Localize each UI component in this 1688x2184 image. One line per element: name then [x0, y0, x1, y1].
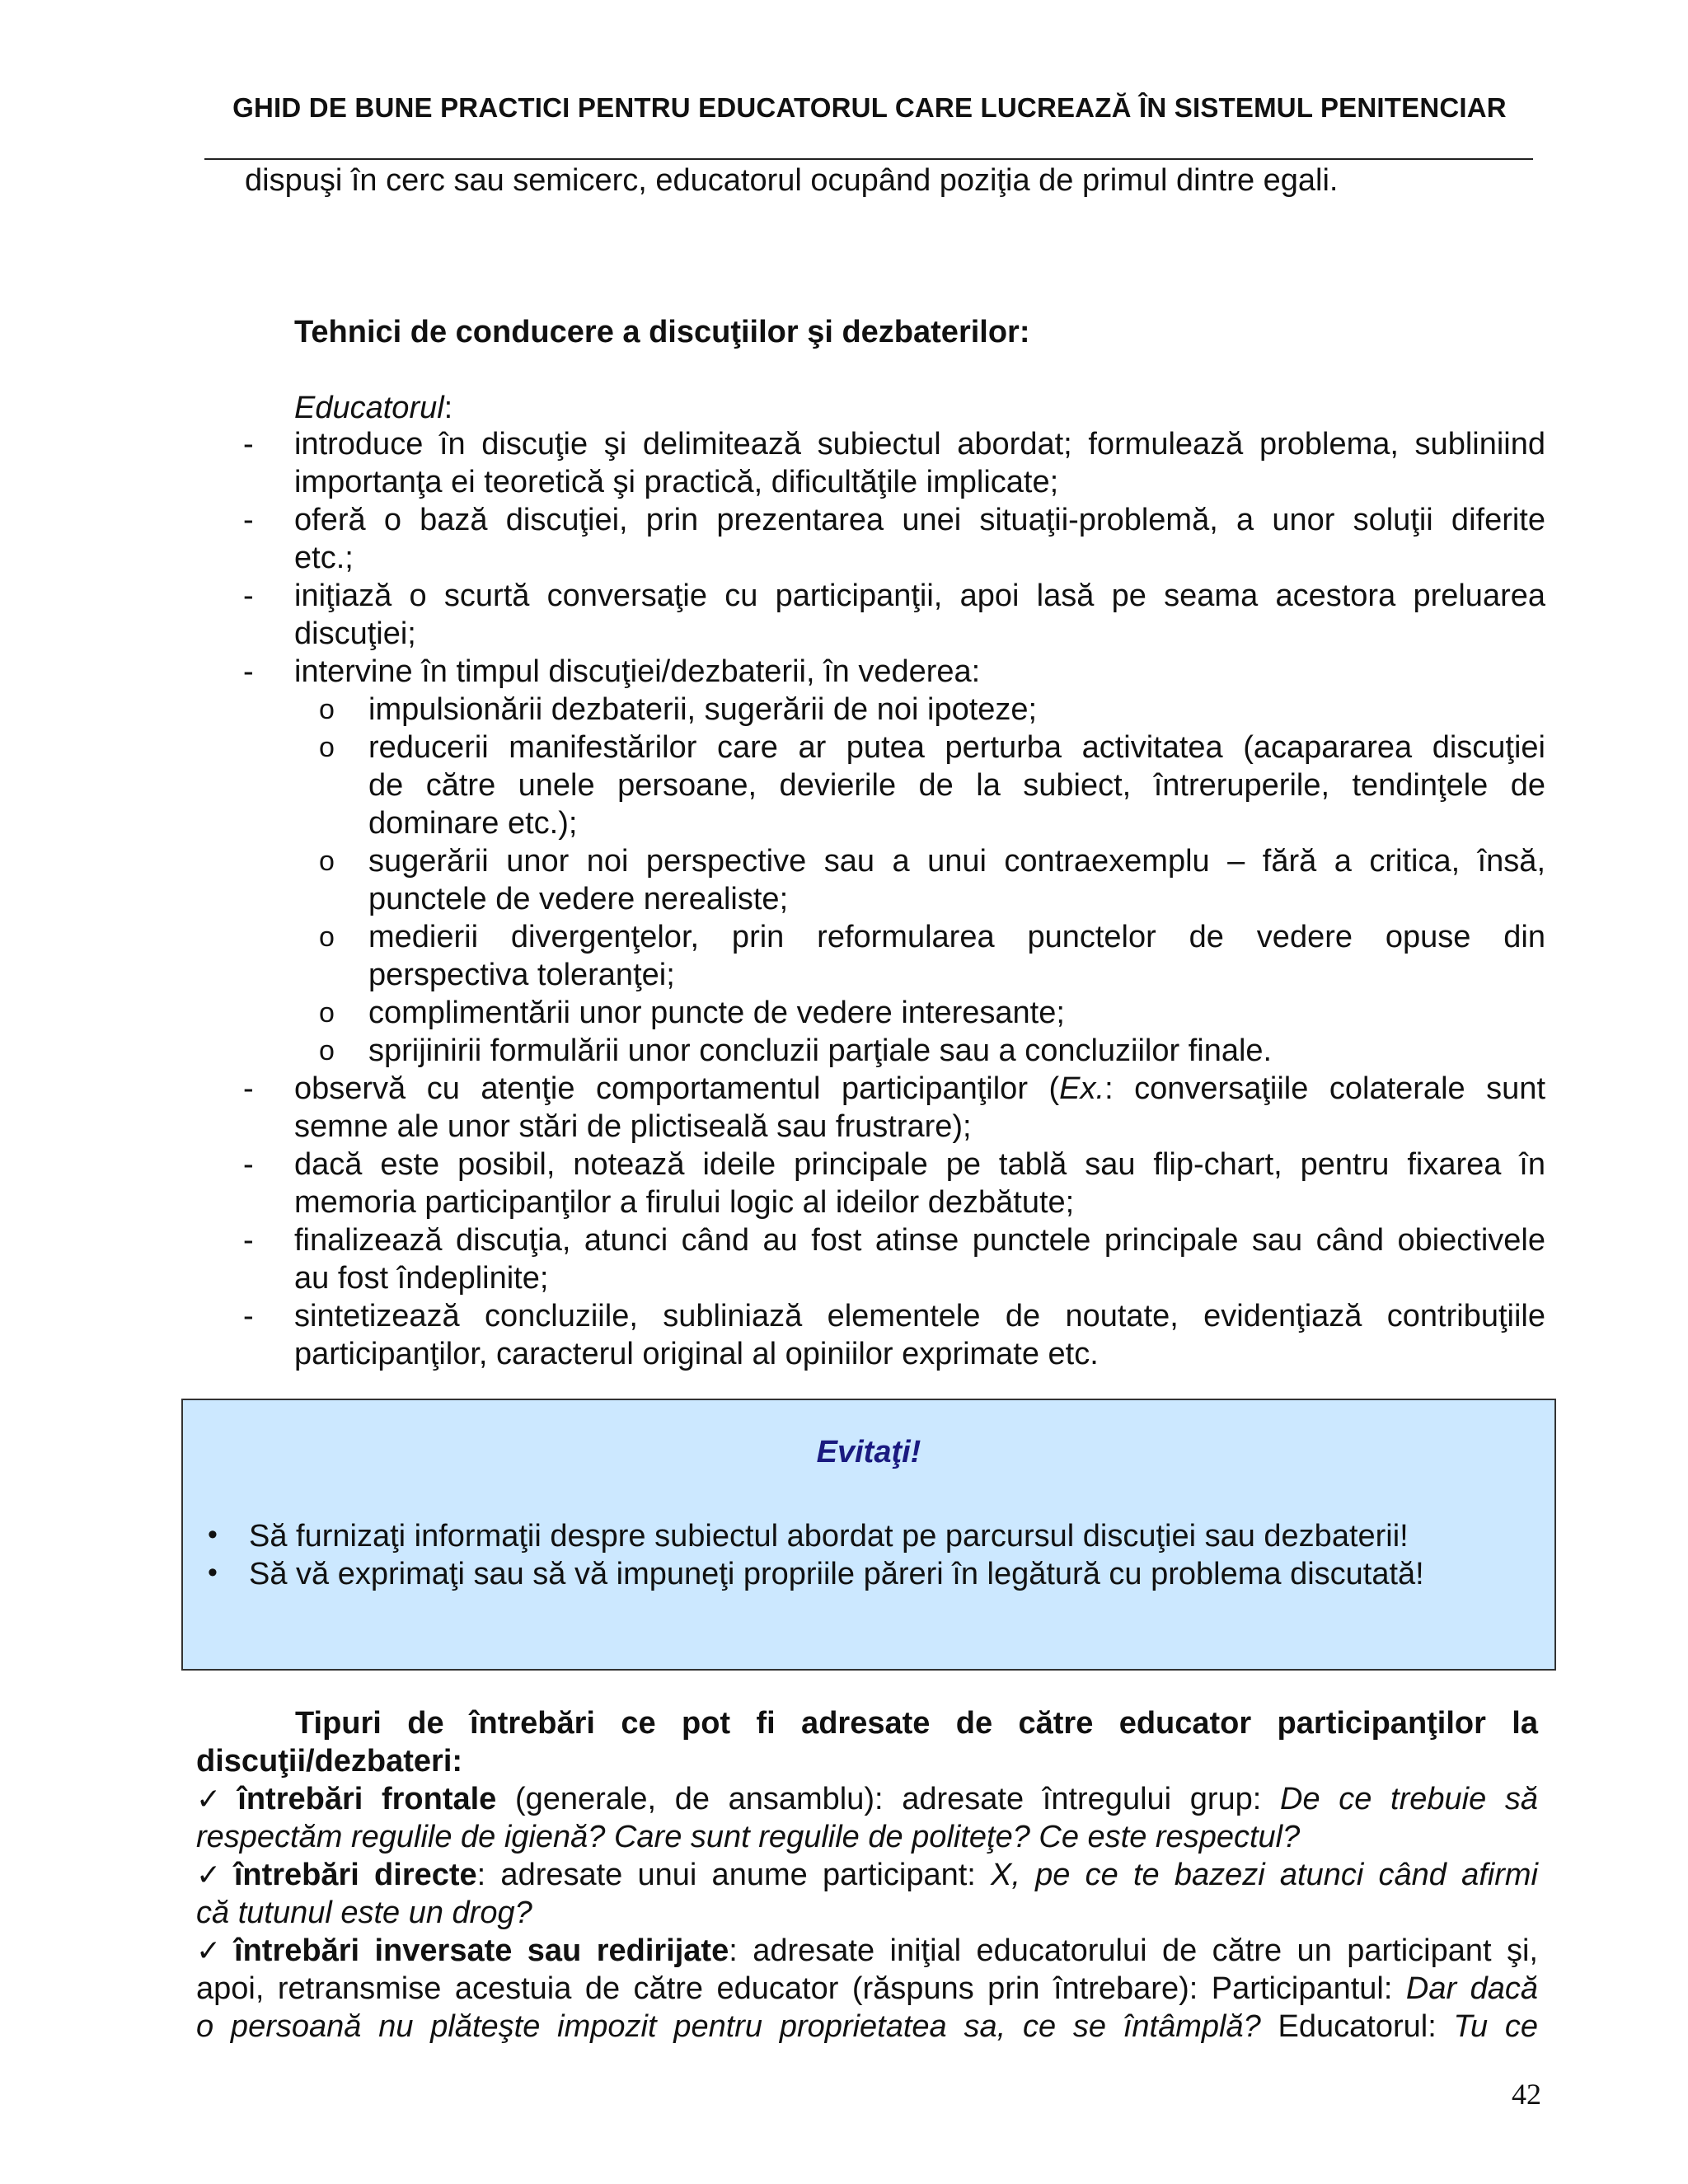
question-example: X, pe ce te bazezi atunci când afirmi	[991, 1858, 1538, 1892]
dash-marker: -	[243, 654, 254, 689]
list-item	[243, 653, 1545, 691]
circle-bullet-icon: o	[319, 846, 335, 877]
list-item-line: sintetizează concluziile, subliniază elementele de noutate, evidenţiază contribuţiile	[294, 1299, 1545, 1333]
dash-marker: -	[243, 1147, 254, 1182]
title-line-text: Tipuri de întrebări ce pot fi adresate de către educator participanţilor la	[295, 1706, 1538, 1741]
question-types-title	[196, 1704, 1538, 1742]
page-number: 42	[1512, 2078, 1541, 2111]
dash-marker: -	[243, 427, 254, 462]
header-rule	[204, 158, 1533, 160]
list-item-line: intervine în timpul discuţiei/dezbaterii, în vederea:	[294, 654, 981, 689]
question-desc: apoi, retransmise acestuia de către educator (răspuns prin întrebare): Participantul:	[196, 1971, 1406, 2006]
sub-item-line: medierii divergenţelor, prin reformularea punctelor de vedere opuse din	[368, 920, 1545, 954]
checkmark-icon: ✓	[196, 1782, 232, 1816]
dash-marker: -	[243, 1299, 254, 1333]
educator-tasks-list	[243, 425, 1545, 1373]
question-item-frontal	[196, 1780, 1538, 1818]
circle-bullet-icon: o	[319, 921, 335, 953]
list-item-line: discuţiei;	[294, 616, 416, 651]
avoid-item-text: Să furnizaţi informaţii despre subiectul abordat pe parcursul discuţiei sau dezbaterii!	[249, 1519, 1409, 1554]
avoid-list	[198, 1517, 1533, 1593]
question-example: Dar dacă	[1405, 1971, 1538, 2006]
carryover-paragraph: dispuşi în cerc sau semicerc, educatorul ocupând poziţia de primul dintre egali.	[245, 163, 1339, 198]
example-abbrev: Ex.	[1059, 1071, 1105, 1106]
list-item-line: finalizează discuţia, atunci când au fost atinse punctele principale sau când obiectivele	[294, 1223, 1545, 1258]
list-item-line: importanţa ei teoretică şi practică, dificultăţile implicate;	[294, 465, 1059, 499]
sub-list-item	[243, 918, 1545, 994]
question-item-frontal-cont	[196, 1818, 1538, 1856]
dash-marker: -	[243, 503, 254, 537]
question-desc: : adresate unui anume participant:	[476, 1858, 992, 1892]
section-title: Tehnici de conducere a discuţiilor şi dezbaterilor:	[294, 315, 1030, 349]
educator-label	[294, 389, 452, 427]
sub-item-line: punctele de vedere nerealiste;	[368, 882, 789, 916]
checkmark-icon: ✓	[196, 1858, 227, 1891]
question-item-inverted-cont	[196, 2008, 1538, 2046]
list-item-line: oferă o bază discuţiei, prin prezentarea unei situaţii-problemă, a unor soluţii diferite	[294, 503, 1545, 537]
sub-item-line: sprijinirii formulării unor concluzii parţiale sau a concluziilor finale.	[368, 1033, 1273, 1068]
circle-bullet-icon: o	[319, 997, 335, 1029]
question-example: o persoană nu plăteşte impozit pentru proprietatea sa, ce se întâmplă?	[196, 2009, 1261, 2044]
question-desc: (generale, de ansamblu): adresate întregului grup:	[496, 1782, 1281, 1816]
list-item-line	[294, 1070, 1545, 1108]
list-item-text: observă cu atenţie comportamentul participanţilor (	[294, 1071, 1060, 1106]
avoid-list-item	[198, 1517, 1533, 1555]
question-item-inverted	[196, 1932, 1538, 1970]
question-types-section	[196, 1704, 1538, 2046]
list-item	[243, 577, 1545, 653]
sub-list-item	[243, 691, 1545, 729]
sub-item-line: reducerii manifestărilor care ar putea perturba activitatea (acapararea discuţiei	[368, 730, 1545, 765]
question-example: că tutunul este un drog?	[196, 1896, 532, 1930]
question-term: întrebări inversate sau redirijate	[234, 1933, 729, 1968]
question-types-title-cont	[196, 1742, 1538, 1780]
question-desc: : adresate iniţial educatorului de către un participant şi,	[729, 1933, 1538, 1968]
list-item-line: participanţilor, caracterul original al opiniilor exprimate etc.	[294, 1337, 1099, 1371]
dash-marker: -	[243, 1223, 254, 1258]
question-item-direct	[196, 1856, 1538, 1894]
list-item	[243, 1297, 1545, 1373]
avoid-item-text: Să vă exprimaţi sau să vă impuneţi propriile păreri în legătură cu problema discutată!	[249, 1557, 1424, 1591]
list-item-line: etc.;	[294, 541, 354, 575]
bullet-icon: •	[208, 1519, 218, 1550]
intervention-sublist	[243, 691, 1545, 1070]
question-item-inverted-cont	[196, 1970, 1538, 2008]
dash-marker: -	[243, 1071, 254, 1106]
list-item-line: au fost îndeplinite;	[294, 1261, 549, 1296]
sub-list-item	[243, 994, 1545, 1032]
list-item	[243, 1221, 1545, 1297]
list-item	[243, 1070, 1545, 1146]
educator-label-text: Educatorul	[294, 391, 444, 425]
running-header: GHID DE BUNE PRACTICI PENTRU EDUCATORUL CARE LUCREAZĂ ÎN SISTEMUL PENITENCIAR	[232, 92, 1507, 123]
list-item-line: memoria participanţilor a firului logic al ideilor dezbătute;	[294, 1185, 1075, 1220]
list-item-line: semne ale unor stări de plictiseală sau frustrare);	[294, 1109, 972, 1144]
circle-bullet-icon: o	[319, 694, 335, 725]
sub-item-line: sugerării unor noi perspective sau a unui contraexemplu – fără a critica, însă,	[368, 844, 1545, 879]
list-item-text: : conversaţiile colaterale sunt	[1104, 1071, 1545, 1106]
circle-bullet-icon: o	[319, 732, 335, 763]
avoid-list-item	[198, 1555, 1533, 1593]
sub-list-item	[243, 842, 1545, 918]
question-example: De ce trebuie să	[1280, 1782, 1538, 1816]
dash-marker: -	[243, 579, 254, 613]
circle-bullet-icon: o	[319, 1035, 335, 1066]
bullet-icon: •	[208, 1557, 218, 1588]
avoid-callout-box	[181, 1399, 1556, 1671]
sub-item-line: impulsionării dezbaterii, sugerării de noi ipoteze;	[368, 692, 1038, 727]
list-item-line: introduce în discuţie şi delimitează subiectul abordat; formulează problema, subliniind	[294, 427, 1545, 462]
question-item-direct-cont	[196, 1894, 1538, 1932]
list-item-line: iniţiază o scurtă conversaţie cu participanţii, apoi lasă pe seama acestora preluarea	[294, 579, 1545, 613]
list-item	[243, 425, 1545, 501]
sub-item-line: de către unele persoane, devierile de la subiect, întreruperile, tendinţele de	[368, 768, 1545, 803]
sub-item-line: complimentării unor puncte de vedere interesante;	[368, 996, 1065, 1030]
title-line-text: discuţii/dezbateri:	[196, 1744, 463, 1779]
sub-list-item	[243, 729, 1545, 842]
question-example: respectăm regulile de igienă? Care sunt regulile de politeţe? Ce este respectul?	[196, 1820, 1301, 1854]
list-item	[243, 1146, 1545, 1221]
sub-item-line: dominare etc.);	[368, 806, 578, 841]
sub-item-line: perspectiva toleranţei;	[368, 958, 675, 992]
question-example: Tu ce	[1453, 2009, 1539, 2044]
avoid-title: Evitaţi!	[816, 1435, 921, 1469]
list-item	[243, 501, 1545, 577]
question-term: întrebări frontale	[237, 1782, 497, 1816]
question-desc: Educatorul:	[1260, 2009, 1454, 2044]
checkmark-icon: ✓	[196, 1933, 228, 1967]
list-item-line: dacă este posibil, notează ideile principale pe tablă sau flip-chart, pentru fixarea în	[294, 1147, 1545, 1182]
sub-list-item	[243, 1032, 1545, 1070]
educator-label-colon: :	[443, 391, 453, 425]
question-term: întrebări directe	[233, 1858, 477, 1892]
